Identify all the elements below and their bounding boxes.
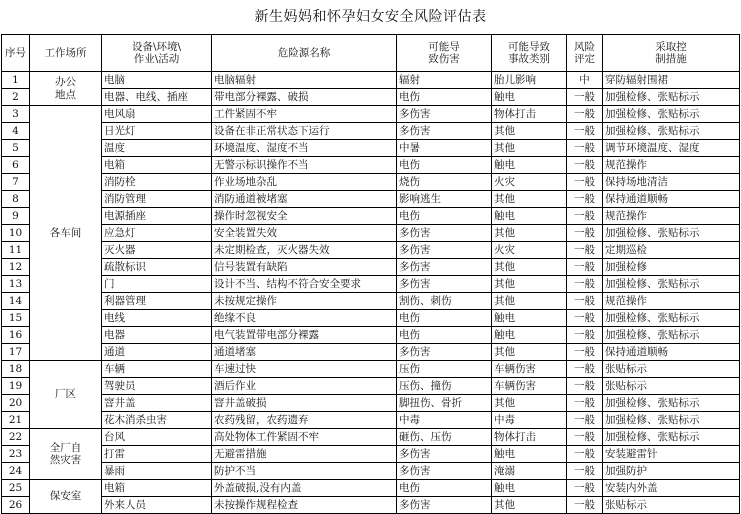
cell-risk-level: 一般 (567, 208, 603, 225)
cell-seq: 2 (2, 89, 30, 106)
cell-seq: 17 (2, 344, 30, 361)
cell-equipment: 疏散标识 (102, 259, 212, 276)
cell-hazard: 外盖破损,没有内盖 (212, 480, 397, 497)
cell-hazard: 未按操作规程检查 (212, 497, 397, 514)
cell-harm: 影响逃生 (397, 191, 492, 208)
cell-hazard: 环境温度、湿度不当 (212, 140, 397, 157)
cell-equipment: 电箱 (102, 157, 212, 174)
table-row (2, 191, 740, 208)
cell-measures: 加强检修、张贴标示 (603, 123, 740, 140)
cell-harm: 多伤害 (397, 497, 492, 514)
cell-seq: 4 (2, 123, 30, 140)
cell-seq: 14 (2, 293, 30, 310)
cell-hazard: 车速过快 (212, 361, 397, 378)
place-label-line: 厂区 (55, 388, 76, 401)
cell-equipment: 外来人员 (102, 497, 212, 514)
cell-seq: 1 (2, 72, 30, 89)
cell-risk-level: 一般 (567, 378, 603, 395)
cell-equipment: 门 (102, 276, 212, 293)
cell-measures: 加强检修、张贴标示 (603, 106, 740, 123)
cell-equipment: 通道 (102, 344, 212, 361)
cell-harm: 多伤害 (397, 259, 492, 276)
cell-hazard: 安全装置失效 (212, 225, 397, 242)
table-row (2, 259, 740, 276)
cell-hazard: 未按规定操作 (212, 293, 397, 310)
cell-risk-level: 一般 (567, 361, 603, 378)
cell-seq: 23 (2, 446, 30, 463)
cell-measures: 规范操作 (603, 293, 740, 310)
table-body (2, 72, 740, 514)
cell-equipment: 电脑 (102, 72, 212, 89)
cell-seq: 19 (2, 378, 30, 395)
cell-harm: 多伤害 (397, 446, 492, 463)
cell-equipment: 消防管理 (102, 191, 212, 208)
cell-measures: 规范操作 (603, 208, 740, 225)
cell-seq: 11 (2, 242, 30, 259)
cell-harm: 中暑 (397, 140, 492, 157)
cell-risk-level: 一般 (567, 327, 603, 344)
cell-accident: 淹溺 (492, 463, 567, 480)
cell-risk-level: 中 (567, 72, 603, 89)
cell-measures: 加强检修、张贴标示 (603, 327, 740, 344)
cell-equipment: 花木消杀虫害 (102, 412, 212, 429)
cell-accident: 触电 (492, 208, 567, 225)
cell-harm: 多伤害 (397, 463, 492, 480)
cell-harm: 割伤、刺伤 (397, 293, 492, 310)
cell-risk-level: 一般 (567, 174, 603, 191)
cell-harm: 多伤害 (397, 344, 492, 361)
cell-seq: 9 (2, 208, 30, 225)
cell-hazard: 设备在非正常状态下运行 (212, 123, 397, 140)
cell-harm: 多伤害 (397, 276, 492, 293)
cell-seq: 16 (2, 327, 30, 344)
cell-risk-level: 一般 (567, 446, 603, 463)
cell-equipment: 消防栓 (102, 174, 212, 191)
header-row (2, 35, 740, 72)
cell-equipment: 电器 (102, 327, 212, 344)
table-row (2, 106, 740, 123)
place-label-line: 地点 (55, 88, 76, 101)
cell-risk-level: 一般 (567, 89, 603, 106)
cell-hazard: 信号装置有缺陷 (212, 259, 397, 276)
cell-harm: 电伤 (397, 480, 492, 497)
cell-hazard: 电脑辐射 (212, 72, 397, 89)
cell-harm: 电伤 (397, 89, 492, 106)
cell-place (30, 106, 102, 361)
cell-measures: 保持通道顺畅 (603, 344, 740, 361)
cell-hazard: 消防通道被堵塞 (212, 191, 397, 208)
cell-accident: 其他 (492, 276, 567, 293)
cell-measures: 张贴标示 (603, 378, 740, 395)
cell-hazard: 绝缘不良 (212, 310, 397, 327)
cell-harm: 电伤 (397, 310, 492, 327)
cell-place (30, 72, 102, 106)
cell-accident: 触电 (492, 157, 567, 174)
cell-equipment: 驾驶员 (102, 378, 212, 395)
cell-equipment: 车辆 (102, 361, 212, 378)
cell-seq: 20 (2, 395, 30, 412)
cell-measures: 加强检修、张贴标示 (603, 395, 740, 412)
cell-harm: 多伤害 (397, 225, 492, 242)
cell-seq: 7 (2, 174, 30, 191)
cell-harm: 多伤害 (397, 123, 492, 140)
table-row (2, 89, 740, 106)
cell-accident: 胎儿影响 (492, 72, 567, 89)
cell-harm: 辐射 (397, 72, 492, 89)
cell-measures: 定期巡检 (603, 242, 740, 259)
cell-measures: 加强检修、张贴标示 (603, 429, 740, 446)
cell-seq: 24 (2, 463, 30, 480)
header-accident: 可能导致 事故类别 (492, 35, 567, 72)
cell-accident: 其他 (492, 344, 567, 361)
cell-accident: 其他 (492, 395, 567, 412)
cell-equipment: 应急灯 (102, 225, 212, 242)
cell-equipment: 电箱 (102, 480, 212, 497)
place-label-line: 各车间 (49, 226, 82, 239)
cell-risk-level: 一般 (567, 463, 603, 480)
cell-measures: 保持场地清洁 (603, 174, 740, 191)
cell-risk-level: 一般 (567, 293, 603, 310)
cell-equipment: 电线 (102, 310, 212, 327)
cell-hazard: 高处物体工件紧固不牢 (212, 429, 397, 446)
cell-risk-level: 一般 (567, 225, 603, 242)
header-seq: 序号 (2, 35, 30, 72)
cell-accident: 物体打击 (492, 106, 567, 123)
page-title: 新生妈妈和怀孕妇女安全风险评估表 (254, 9, 487, 25)
cell-accident: 中毒 (492, 412, 567, 429)
cell-accident: 火灾 (492, 242, 567, 259)
cell-equipment: 窨井盖 (102, 395, 212, 412)
table-row (2, 327, 740, 344)
cell-accident: 触电 (492, 327, 567, 344)
cell-measures: 调节环境温度、湿度 (603, 140, 740, 157)
table-row (2, 208, 740, 225)
table-row (2, 480, 740, 497)
header-hazard: 危险源名称 (212, 35, 397, 72)
place-label-line: 然灾害 (49, 454, 82, 466)
header-place: 工作场所 (30, 35, 102, 72)
cell-measures: 加强检修、张贴标示 (603, 225, 740, 242)
cell-risk-level: 一般 (567, 191, 603, 208)
cell-accident: 物体打击 (492, 429, 567, 446)
cell-risk-level: 一般 (567, 123, 603, 140)
cell-harm: 压伤、撞伤 (397, 378, 492, 395)
table-row (2, 412, 740, 429)
cell-measures: 加强检修 (603, 259, 740, 276)
table-row (2, 310, 740, 327)
cell-accident: 其他 (492, 259, 567, 276)
cell-equipment: 台风 (102, 429, 212, 446)
cell-accident: 触电 (492, 89, 567, 106)
header-harm: 可能导 致伤害 (397, 35, 492, 72)
cell-hazard: 设计不当、结构不符合安全要求 (212, 276, 397, 293)
place-label-line: 保安室 (49, 490, 82, 503)
header-level: 风险 评定 (567, 35, 603, 72)
cell-risk-level: 一般 (567, 106, 603, 123)
cell-seq: 3 (2, 106, 30, 123)
cell-measures: 加强检修、张贴标示 (603, 412, 740, 429)
cell-risk-level: 一般 (567, 395, 603, 412)
cell-risk-level: 一般 (567, 497, 603, 514)
cell-hazard: 农药残留，农药遗弃 (212, 412, 397, 429)
cell-harm: 电伤 (397, 157, 492, 174)
cell-accident: 其他 (492, 191, 567, 208)
table-row (2, 242, 740, 259)
cell-accident: 车辆伤害 (492, 361, 567, 378)
cell-harm: 中毒 (397, 412, 492, 429)
cell-harm: 多伤害 (397, 242, 492, 259)
cell-hazard: 电气装置带电部分裸露 (212, 327, 397, 344)
cell-harm: 多伤害 (397, 106, 492, 123)
table-row (2, 361, 740, 378)
place-label-line: 全厂自 (49, 441, 82, 454)
cell-place (30, 429, 102, 480)
cell-seq: 6 (2, 157, 30, 174)
cell-equipment: 打雷 (102, 446, 212, 463)
cell-measures: 安装内外盖 (603, 480, 740, 497)
cell-seq: 21 (2, 412, 30, 429)
cell-risk-level: 一般 (567, 276, 603, 293)
table-row (2, 225, 740, 242)
cell-hazard: 无警示标识操作不当 (212, 157, 397, 174)
cell-risk-level: 一般 (567, 259, 603, 276)
cell-equipment: 利器管理 (102, 293, 212, 310)
cell-seq: 22 (2, 429, 30, 446)
cell-seq: 15 (2, 310, 30, 327)
table-row (2, 276, 740, 293)
header-equipment: 设备\环境\ 作业\活动 (102, 35, 212, 72)
cell-hazard: 未定期检查，灭火器失效 (212, 242, 397, 259)
cell-harm: 电伤 (397, 208, 492, 225)
cell-harm: 电伤 (397, 327, 492, 344)
cell-measures: 加强防护 (603, 463, 740, 480)
table-row (2, 429, 740, 446)
cell-equipment: 电源插座 (102, 208, 212, 225)
cell-hazard: 无避雷措施 (212, 446, 397, 463)
cell-accident: 其他 (492, 293, 567, 310)
table-row (2, 395, 740, 412)
cell-seq: 8 (2, 191, 30, 208)
cell-harm: 砸伤、压伤 (397, 429, 492, 446)
cell-accident: 车辆伤害 (492, 378, 567, 395)
cell-accident: 火灾 (492, 174, 567, 191)
place-label-line: 办公 (55, 76, 76, 89)
table-row (2, 497, 740, 514)
cell-hazard: 防护不当 (212, 463, 397, 480)
cell-measures: 穿防辐射围裙 (603, 72, 740, 89)
cell-risk-level: 一般 (567, 140, 603, 157)
cell-accident: 其他 (492, 123, 567, 140)
cell-harm: 压伤 (397, 361, 492, 378)
cell-hazard: 工件紧固不牢 (212, 106, 397, 123)
cell-risk-level: 一般 (567, 157, 603, 174)
cell-equipment: 日光灯 (102, 123, 212, 140)
cell-equipment: 电器、电线、插座 (102, 89, 212, 106)
table-row (2, 174, 740, 191)
cell-measures: 安装避雷针 (603, 446, 740, 463)
cell-measures: 张贴标示 (603, 497, 740, 514)
cell-seq: 26 (2, 497, 30, 514)
cell-equipment: 暴雨 (102, 463, 212, 480)
table-row (2, 157, 740, 174)
cell-harm: 烧伤 (397, 174, 492, 191)
cell-hazard: 带电部分裸露、破损 (212, 89, 397, 106)
cell-hazard: 酒后作业 (212, 378, 397, 395)
header-measures: 采取控 制措施 (603, 35, 740, 72)
cell-hazard: 操作时忽视安全 (212, 208, 397, 225)
cell-harm: 脚扭伤、骨折 (397, 395, 492, 412)
table-row (2, 140, 740, 157)
cell-measures: 加强检修、张贴标示 (603, 310, 740, 327)
cell-seq: 5 (2, 140, 30, 157)
cell-risk-level: 一般 (567, 412, 603, 429)
cell-measures: 保持通道顺畅 (603, 191, 740, 208)
cell-risk-level: 一般 (567, 310, 603, 327)
table-row (2, 293, 740, 310)
cell-seq: 25 (2, 480, 30, 497)
cell-measures: 加强检修、张贴标示 (603, 276, 740, 293)
cell-seq: 12 (2, 259, 30, 276)
cell-accident: 触电 (492, 310, 567, 327)
cell-place (30, 480, 102, 514)
cell-seq: 13 (2, 276, 30, 293)
risk-assessment-table (1, 34, 740, 514)
cell-accident: 触电 (492, 446, 567, 463)
table-row (2, 446, 740, 463)
table-row (2, 123, 740, 140)
cell-risk-level: 一般 (567, 344, 603, 361)
table-row (2, 378, 740, 395)
cell-measures: 加强检修、张贴标示 (603, 89, 740, 106)
table-row (2, 72, 740, 89)
cell-seq: 18 (2, 361, 30, 378)
table-row (2, 344, 740, 361)
table-row (2, 463, 740, 480)
cell-equipment: 电风扇 (102, 106, 212, 123)
cell-hazard: 通道堵塞 (212, 344, 397, 361)
cell-equipment: 温度 (102, 140, 212, 157)
cell-place (30, 361, 102, 429)
cell-accident: 其他 (492, 140, 567, 157)
cell-measures: 规范操作 (603, 157, 740, 174)
cell-hazard: 窨井盖破损 (212, 395, 397, 412)
cell-seq: 10 (2, 225, 30, 242)
cell-risk-level: 一般 (567, 480, 603, 497)
cell-hazard: 作业场地杂乱 (212, 174, 397, 191)
cell-accident: 其他 (492, 497, 567, 514)
cell-measures: 张贴标示 (603, 361, 740, 378)
cell-accident: 触电 (492, 480, 567, 497)
cell-accident: 其他 (492, 225, 567, 242)
cell-risk-level: 一般 (567, 242, 603, 259)
cell-risk-level: 一般 (567, 429, 603, 446)
cell-equipment: 灭火器 (102, 242, 212, 259)
